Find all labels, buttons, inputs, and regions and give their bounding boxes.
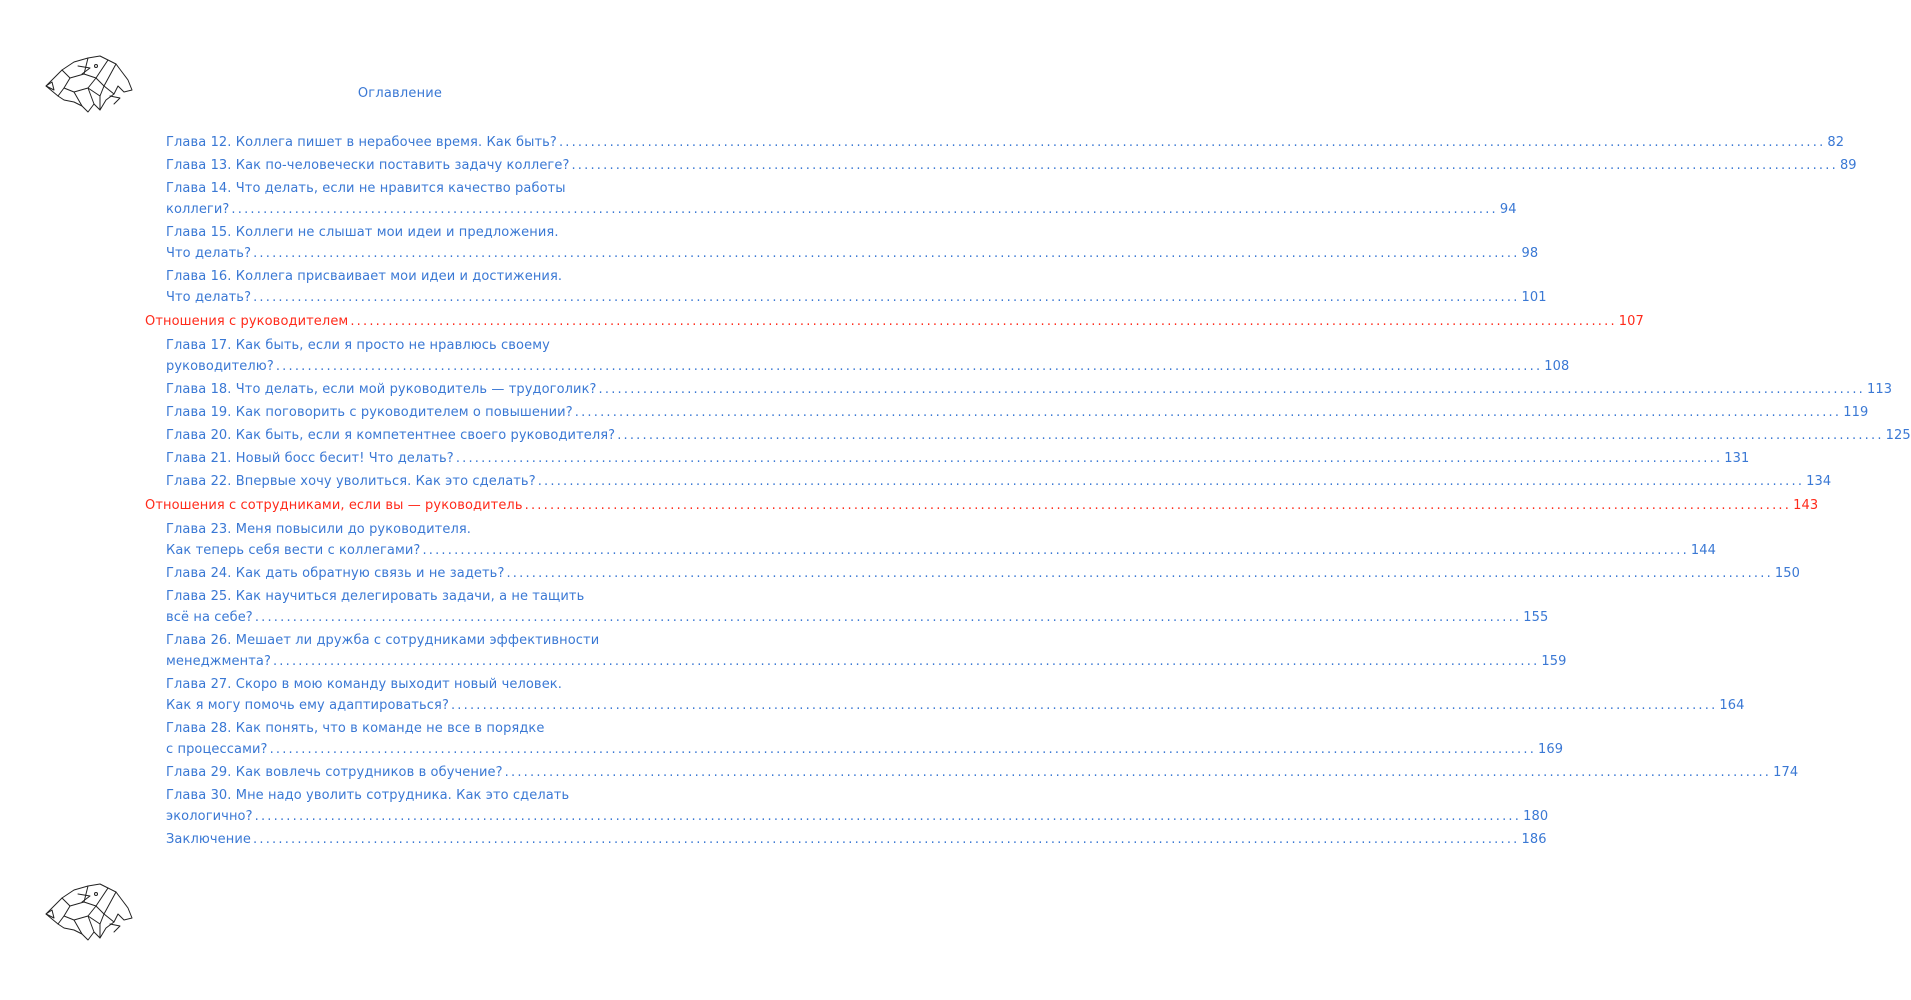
entry-title: Отношения с сотрудниками, если вы — руководитель xyxy=(145,498,523,513)
page-number: 108 xyxy=(1544,359,1570,374)
dot-leader: ........................................................................................................................................................................................................ xyxy=(254,610,1522,625)
entry-last-line xyxy=(166,287,1547,308)
entry-last-line xyxy=(166,695,1745,716)
entry-title: Глава 13. Как по-человечески поставить задачу коллеге? xyxy=(166,158,570,173)
page-number: 159 xyxy=(1541,654,1567,669)
entry-title-line-1: Глава 16. Коллега присваивает мои идеи и достижения. xyxy=(166,269,563,284)
entry-title: Что делать? xyxy=(166,290,252,305)
page-number: 186 xyxy=(1521,832,1547,847)
entry-title-line-1: Глава 25. Как научиться делегировать задачи, а не тащить xyxy=(166,589,585,604)
page-number: 174 xyxy=(1773,765,1799,780)
page-number: 101 xyxy=(1521,290,1547,305)
dot-leader: ........................................................................................................................................................................................................ xyxy=(558,135,1826,150)
page-number: 119 xyxy=(1843,405,1869,420)
entry-title: всё на себе? xyxy=(166,610,253,625)
page-number: 134 xyxy=(1806,474,1832,489)
entry-last-line xyxy=(166,762,1799,783)
page-number: 89 xyxy=(1839,158,1857,173)
dot-leader: ........................................................................................................................................................................................................ xyxy=(272,654,1540,669)
entry-title: Как теперь себя вести с коллегами? xyxy=(166,543,421,558)
dot-leader: ........................................................................................................................................................................................................ xyxy=(254,809,1522,824)
dot-leader: ........................................................................................................................................................................................................ xyxy=(253,246,1520,261)
page-number: 131 xyxy=(1724,451,1750,466)
dot-leader: ........................................................................................................................................................................................................ xyxy=(350,314,1617,329)
page-number: 164 xyxy=(1719,698,1745,713)
entry-title-line-1: Глава 17. Как быть, если я просто не нравлюсь своему xyxy=(166,338,550,353)
entry-last-line xyxy=(166,425,1911,446)
entry-last-line xyxy=(166,651,1567,672)
entry-last-line xyxy=(166,448,1750,469)
toc-entry[interactable] xyxy=(145,785,1549,827)
entry-title: Глава 12. Коллега пишет в нерабочее время. Как быть? xyxy=(166,135,557,150)
entry-title: Глава 29. Как вовлечь сотрудников в обучение? xyxy=(166,765,503,780)
entry-title-line-1: Глава 14. Что делать, если не нравится качество работы xyxy=(166,181,566,196)
dot-leader: ........................................................................................................................................................................................................ xyxy=(231,202,1498,217)
entry-title: коллеги? xyxy=(166,202,230,217)
dot-leader: ........................................................................................................................................................................................................ xyxy=(598,382,1866,397)
dot-leader: ........................................................................................................................................................................................................ xyxy=(617,428,1884,443)
entry-last-line xyxy=(166,540,1717,561)
toc-entry[interactable] xyxy=(145,519,1717,561)
entry-title: Как я могу помочь ему адаптироваться? xyxy=(166,698,449,713)
dot-leader: ........................................................................................................................................................................................................ xyxy=(537,474,1805,489)
toc-entry[interactable] xyxy=(145,586,1549,628)
entry-last-line xyxy=(166,379,1893,400)
entry-last-line xyxy=(166,806,1549,827)
entry-last-line xyxy=(166,356,1570,377)
toc-entry[interactable] xyxy=(145,266,1547,308)
entry-title: Глава 22. Впервые хочу уволиться. Как это сделать? xyxy=(166,474,536,489)
page-number: 113 xyxy=(1867,382,1893,397)
page-number: 143 xyxy=(1793,498,1819,513)
entry-last-line xyxy=(166,132,1845,153)
toc-entry[interactable] xyxy=(145,222,1539,264)
entry-title-line-1: Глава 23. Меня повысили до руководителя. xyxy=(166,522,472,537)
toc-entry[interactable] xyxy=(145,829,1547,850)
entry-title: Отношения с руководителем xyxy=(145,314,349,329)
page-number: 180 xyxy=(1523,809,1549,824)
toc-entry[interactable] xyxy=(145,674,1745,716)
entry-title: Глава 19. Как поговорить с руководителем о повышении? xyxy=(166,405,573,420)
entry-title-line-1: Глава 26. Мешает ли дружба с сотрудниками эффективности xyxy=(166,633,600,648)
entry-last-line xyxy=(145,495,1819,516)
toc-entry[interactable] xyxy=(145,563,1801,584)
entry-last-line xyxy=(166,402,1869,423)
entry-last-line xyxy=(166,471,1832,492)
toc-entry[interactable] xyxy=(145,178,1517,220)
dot-leader: ........................................................................................................................................................................................................ xyxy=(450,698,1718,713)
toc-entry[interactable] xyxy=(145,155,1857,176)
dot-leader: ........................................................................................................................................................................................................ xyxy=(269,742,1537,757)
page-number: 107 xyxy=(1618,314,1644,329)
entry-title: Глава 24. Как дать обратную связь и не задеть? xyxy=(166,566,505,581)
toc-entry[interactable] xyxy=(145,718,1564,760)
entry-title: руководителю? xyxy=(166,359,274,374)
dot-leader: ........................................................................................................................................................................................................ xyxy=(253,290,1520,305)
dot-leader: ........................................................................................................................................................................................................ xyxy=(275,359,1543,374)
entry-title: менеджмента? xyxy=(166,654,271,669)
table-of-contents xyxy=(145,132,1911,850)
toc-entry[interactable] xyxy=(145,402,1869,423)
dot-leader: ........................................................................................................................................................................................................ xyxy=(574,405,1842,420)
dot-leader: ........................................................................................................................................................................................................ xyxy=(571,158,1838,173)
entry-title-line-1: Глава 27. Скоро в мою команду выходит новый человек. xyxy=(166,677,562,692)
page-number: 169 xyxy=(1538,742,1564,757)
entry-last-line xyxy=(166,199,1517,220)
page-number: 150 xyxy=(1774,566,1801,581)
entry-title: Глава 21. Новый босс бесит! Что делать? xyxy=(166,451,454,466)
entry-last-line xyxy=(166,155,1857,176)
toc-entry[interactable] xyxy=(145,379,1893,400)
bear-sketch-icon xyxy=(44,52,136,118)
page-number: 98 xyxy=(1521,246,1539,261)
entry-last-line xyxy=(166,739,1564,760)
entry-title: Что делать? xyxy=(166,246,252,261)
dot-leader: ........................................................................................................................................................................................................ xyxy=(422,543,1689,558)
dot-leader: ........................................................................................................................................................................................................ xyxy=(524,498,1792,513)
toc-entry[interactable] xyxy=(145,630,1567,672)
toc-entry[interactable] xyxy=(145,471,1832,492)
toc-entry[interactable] xyxy=(145,762,1799,783)
entry-last-line xyxy=(166,607,1549,628)
entry-last-line xyxy=(166,243,1539,264)
toc-entry[interactable] xyxy=(145,425,1911,446)
page-title: Оглавление xyxy=(357,86,443,101)
entry-last-line xyxy=(166,829,1547,850)
dot-leader: ........................................................................................................................................................................................................ xyxy=(253,832,1520,847)
toc-entry[interactable] xyxy=(145,132,1845,153)
toc-entry[interactable] xyxy=(145,448,1750,469)
entry-title: Заключение xyxy=(166,832,252,847)
entry-title-line-1: Глава 30. Мне надо уволить сотрудника. Как это сделать xyxy=(166,788,570,803)
entry-title: Глава 18. Что делать, если мой руководитель — трудоголик? xyxy=(166,382,597,397)
entry-last-line xyxy=(145,311,1644,332)
page-number: 82 xyxy=(1827,135,1845,150)
toc-section[interactable] xyxy=(145,495,1819,516)
dot-leader: ........................................................................................................................................................................................................ xyxy=(504,765,1772,780)
entry-title: экологично? xyxy=(166,809,253,824)
entry-last-line xyxy=(166,563,1801,584)
toc-entry[interactable] xyxy=(145,335,1570,377)
page-number: 144 xyxy=(1690,543,1717,558)
toc-section[interactable] xyxy=(145,311,1644,332)
bear-sketch-icon xyxy=(44,880,136,946)
dot-leader: ........................................................................................................................................................................................................ xyxy=(455,451,1723,466)
entry-title: Глава 20. Как быть, если я компетентнее своего руководителя? xyxy=(166,428,616,443)
page-number: 94 xyxy=(1499,202,1517,217)
dot-leader: ........................................................................................................................................................................................................ xyxy=(506,566,1773,581)
entry-title-line-1: Глава 15. Коллеги не слышат мои идеи и предложения. xyxy=(166,225,559,240)
entry-title: с процессами? xyxy=(166,742,268,757)
entry-title-line-1: Глава 28. Как понять, что в команде не все в порядке xyxy=(166,721,545,736)
page-number: 125 xyxy=(1885,428,1911,443)
page-number: 155 xyxy=(1523,610,1549,625)
